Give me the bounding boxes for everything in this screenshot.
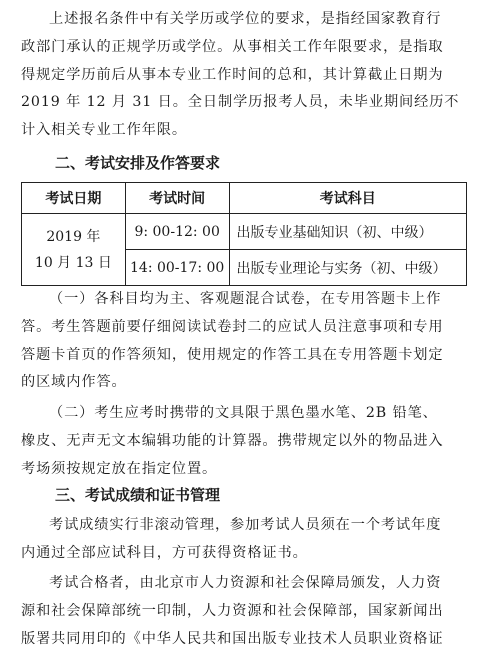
text-line: 答题卡首页的作答须知，使用规定的作答工具在专用答题卡划定 [21,346,444,363]
text-line: 考场须按规定放在指定位置。 [21,460,218,477]
section-heading-exam-arrangement: 二、考试安排及作答要求 [55,154,221,172]
text-line: 考试成绩实行非滚动管理，参加考试人员须在一个考试年度 [49,517,442,533]
text-line: 的区域内作答。 [21,374,127,391]
exam-date-day: 10 月 13 日 [34,254,112,271]
header-exam-subject: 考试科目 [229,183,466,214]
paragraph-answer-requirements [21,286,467,397]
text-line: 内通过全部应试科目，方可获得资格证书。 [21,544,308,561]
exam-date-year: 2019 年 [46,228,101,245]
table-row [22,214,467,250]
text-line: 2019 年 12 月 31 日。全日制学历报考人员，未毕业期间经历不 [21,94,460,111]
exam-subject-cell: 出版专业基础知识（初、中级） [229,214,466,250]
paragraph-score-management [21,512,467,568]
text-line: 计入相关专业工作年限。 [21,122,187,139]
header-exam-date: 考试日期 [22,183,126,214]
paragraph-certificate-issuance [21,570,467,653]
exam-schedule-table [21,182,467,286]
exam-subject-cell: 出版专业理论与实务（初、中级） [229,250,466,286]
header-exam-time: 考试时间 [125,183,229,214]
exam-date-cell [22,214,126,286]
text-line: 版署共同用印的《中华人民共和国出版专业技术人员职业资格证 [21,630,444,647]
exam-time-cell: 14: 00-17: 00 [125,250,229,286]
section-heading-results-certificates: 三、考试成绩和证书管理 [55,486,221,504]
table-header-row [22,183,467,214]
exam-time-cell: 9: 00-12: 00 [125,214,229,250]
text-line: （一）各科目均为主、客观题混合试卷，在专用答题卡上作 [49,291,442,307]
text-line: 源和社会保障部统一印制，人力资源和社会保障部，国家新闻出 [21,602,444,619]
text-line: 答。考生答题前要仔细阅读试卷封二的应试人员注意事项和专用 [21,318,444,335]
text-line: 考试合格者，由北京市人力资源和社会保障局颁发，人力资 [49,575,442,591]
text-line: 上述报名条件中有关学历或学位的要求，是指经国家教育行 [49,11,442,27]
paragraph-education-requirements [21,6,467,145]
text-line: 橡皮、无声无文本编辑功能的计算器。携带规定以外的物品进入 [21,432,444,449]
text-line: 得规定学历前后从事本专业工作时间的总和，其计算截止日期为 [21,66,444,83]
text-line: 政部门承认的正规学历或学位。从事相关工作年限要求，是指取 [21,38,444,55]
text-line: （二）考生应考时携带的文具限于黑色墨水笔、2B 铅笔、 [49,405,438,421]
paragraph-stationery-rules [21,400,467,483]
